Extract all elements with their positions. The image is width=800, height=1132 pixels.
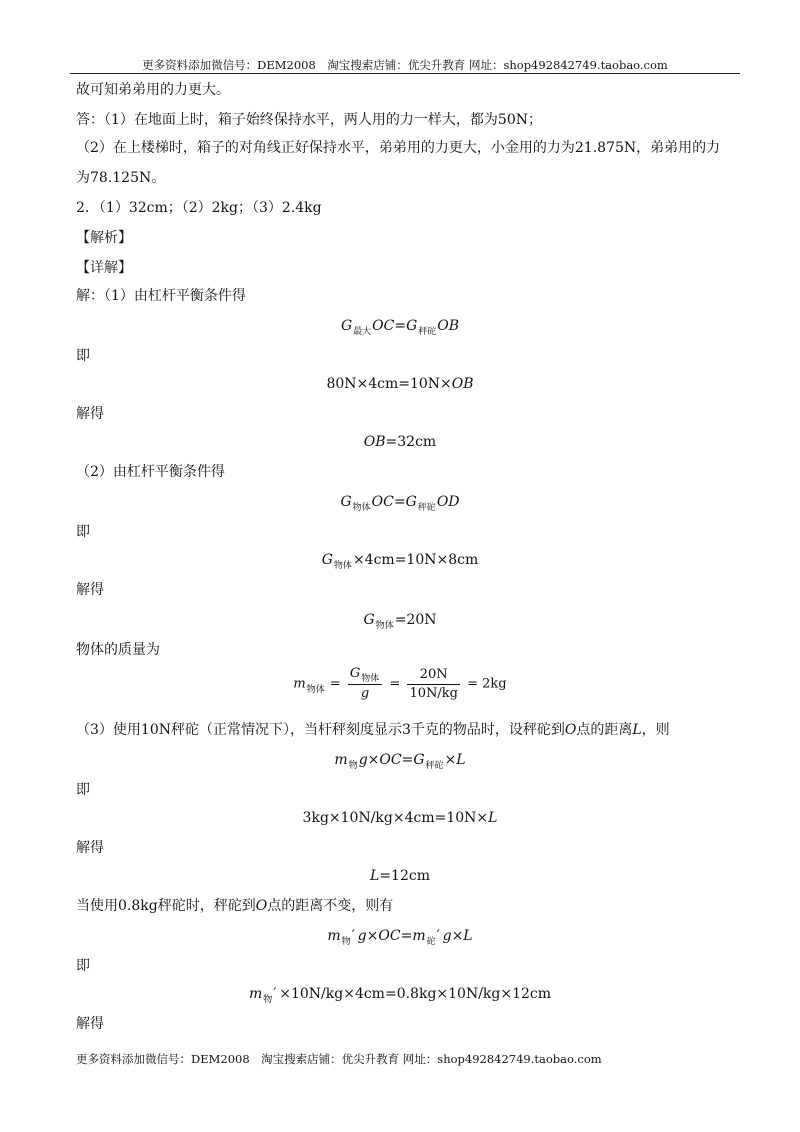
ji-label: 即: [76, 782, 90, 798]
equation-mass: $m_{物体}$ = $\frac{G_{物体}}{g}$ = $\frac{20N}{10N/kg}$ = 2kg: [293, 666, 507, 701]
section-detail: 【详解】: [76, 260, 132, 276]
jiede-label: 解得: [76, 840, 104, 856]
page-footer: 更多资料添加微信号：DEM2008 淘宝搜索店铺：优尖升教育 网址：shop492842749.taobao.com: [76, 1052, 602, 1066]
solution-part-1: 解：（1）由杠杆平衡条件得: [76, 288, 246, 304]
page-header: 更多资料添加微信号：DEM2008 淘宝搜索店铺：优尖升教育 网址：shop492842749.taobao.com: [142, 58, 668, 72]
jiede-label: 解得: [76, 406, 104, 422]
result-g-object: $G_{物体}=20N$: [363, 612, 437, 631]
answer-line-1: 答：（1）在地面上时，箱子始终保持水平，两人用的力一样大，都为50N；: [76, 112, 542, 128]
solution-part-2: （2）由杠杆平衡条件得: [76, 464, 225, 480]
equation-lever-1-values: 80N×4cm=10N×OB: [326, 376, 474, 392]
fraction-20n-over-10n: $\frac{20N}{10N/kg}$: [409, 666, 458, 701]
jiede-label: 解得: [76, 1016, 104, 1032]
section-analysis: 【解析】: [76, 230, 132, 246]
solution-part-4: 当使用0.8kg秤砣时，秤砣到O点的距离不变，则有: [76, 898, 394, 914]
text-line: 故可知弟弟用的力更大。: [76, 82, 230, 98]
result-ob: OB=32cm: [363, 434, 437, 450]
ji-label: 即: [76, 524, 90, 540]
ji-label: 即: [76, 958, 90, 974]
question-2-answers: 2．（1）32cm；（2）2kg；（3）2.4kg: [76, 200, 322, 216]
equation-lever-3-values: 3kg×10N/kg×4cm=10N×L: [302, 810, 498, 826]
fraction-g-over-g: $\frac{G_{物体}}{g}$: [348, 666, 382, 702]
ji-label: 即: [76, 348, 90, 364]
solution-part-3: （3）使用10N秤砣（正常情况下），当杆秤刻度显示3千克的物品时，设秤砣到O点的距离L，则: [76, 722, 670, 738]
equation-lever-3: $m_物g\times OC=G_{秤砣}\times L$: [334, 752, 466, 771]
header-rule: [70, 73, 740, 74]
jiede-label: 解得: [76, 582, 104, 598]
equation-lever-2: $G_{物体}OC=G_{秤砣}OD$: [340, 494, 460, 513]
mass-intro: 物体的质量为: [76, 642, 160, 658]
answer-line-2-cont: 为78.125N。: [76, 170, 166, 186]
answer-line-2: （2）在上楼梯时，箱子的对角线正好保持水平，弟弟用的力更大，小金用的力为21.875N，弟弟用的力: [76, 140, 721, 156]
equation-lever-4: $m_物'$ $g\times OC=m_砣'$ g×L: [327, 928, 473, 947]
equation-lever-4-values: $m_物' \times 10N/kg\times 4cm=0.8kg\times 10N/kg\times 12cm$: [248, 986, 552, 1005]
equation-lever-1: $G_{最大}OC=G_{秤砣}OB$: [340, 318, 460, 337]
result-l: L=12cm: [370, 868, 430, 884]
equation-lever-2-values: $G_{物体}\times 4cm=10N\times 8cm$: [321, 552, 479, 571]
